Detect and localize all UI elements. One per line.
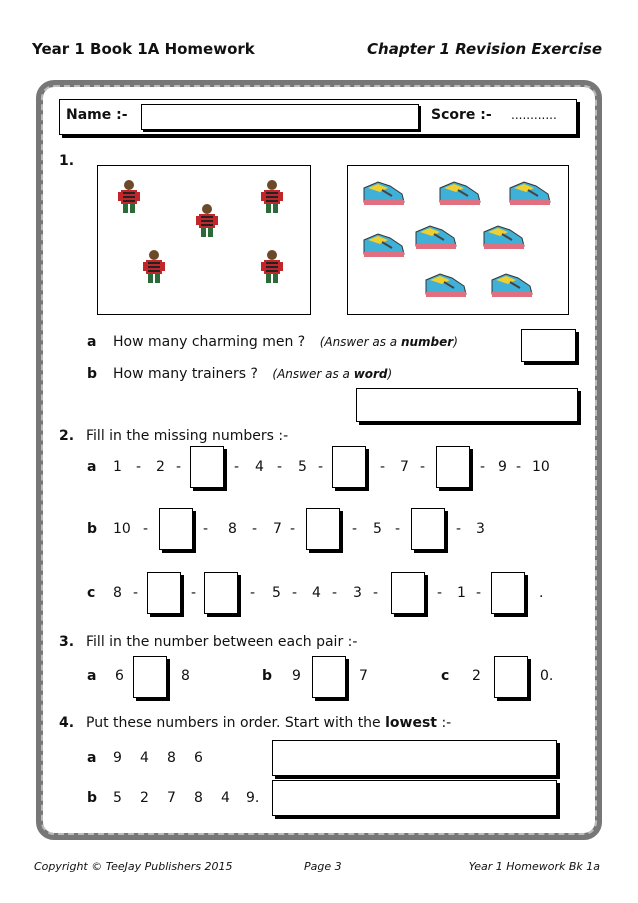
seq-number: 3	[353, 585, 362, 601]
q4b-answer-box[interactable]	[272, 780, 557, 816]
seq-number: 1	[457, 585, 466, 601]
q2a-blank-1[interactable]	[190, 446, 224, 488]
seq-dash: -	[143, 521, 149, 537]
book-title: Year 1 Book 1A Homework	[32, 40, 255, 58]
seq-number: 7	[400, 459, 409, 475]
q2-number: 2.	[59, 428, 75, 444]
score-field[interactable]: ............	[511, 108, 557, 122]
seq-dash: -	[456, 521, 462, 537]
pair-number: 7	[359, 668, 368, 684]
page-number: Page 3	[304, 860, 342, 873]
q1a-question: How many charming men ?	[113, 334, 306, 350]
footer-book-ref: Year 1 Homework Bk 1a	[468, 860, 600, 873]
q4-text-post: :-	[437, 715, 452, 731]
q2b-blank-1[interactable]	[159, 508, 193, 550]
q1b-letter: b	[87, 366, 98, 382]
q3c-letter: c	[441, 668, 450, 684]
q1b-text	[113, 366, 392, 382]
q2c-blank-3[interactable]	[391, 572, 425, 614]
seq-number: 2	[156, 459, 165, 475]
trainer-shoe	[364, 234, 404, 257]
hint-bold: word	[353, 367, 388, 381]
charming-men-image	[98, 166, 310, 314]
trainer-shoe	[440, 182, 480, 205]
seq-dash: -	[480, 459, 486, 475]
seq-dash: -	[203, 521, 209, 537]
q3-text: Fill in the number between each pair :-	[86, 634, 358, 650]
man-figure	[261, 180, 283, 213]
name-label: Name :-	[66, 107, 128, 123]
trainer-shoe	[484, 226, 524, 249]
order-number: 4	[140, 750, 149, 766]
seq-dash: -	[437, 585, 443, 601]
seq-dash: -	[395, 521, 401, 537]
seq-dash: -	[318, 459, 324, 475]
q2-text: Fill in the missing numbers :-	[86, 428, 289, 444]
seq-number: 1	[113, 459, 122, 475]
order-number: 9	[113, 750, 122, 766]
q1b-answer-box[interactable]	[356, 388, 578, 422]
pair-number: 6	[115, 668, 124, 684]
trainers-picture	[347, 165, 569, 315]
seq-number: 7	[273, 521, 282, 537]
q2c-blank-1[interactable]	[147, 572, 181, 614]
q2b-blank-3[interactable]	[411, 508, 445, 550]
seq-number: 10	[532, 459, 550, 475]
q4-text-bold: lowest	[385, 715, 437, 731]
q1a-hint	[320, 335, 458, 349]
order-number: 9.	[246, 790, 260, 806]
q3b-letter: b	[262, 668, 273, 684]
seq-dash: -	[191, 585, 197, 601]
q2a-blank-2[interactable]	[332, 446, 366, 488]
q4a-letter: a	[87, 750, 97, 766]
hint-pre: (Answer as a	[272, 367, 354, 381]
seq-dash: -	[373, 585, 379, 601]
man-figure	[261, 250, 283, 283]
seq-dash: -	[516, 459, 522, 475]
seq-number: 10	[113, 521, 131, 537]
pair-number: 0.	[540, 668, 554, 684]
pair-number: 8	[181, 668, 190, 684]
seq-dash: -	[332, 585, 338, 601]
q2c-letter: c	[87, 585, 96, 601]
q3a-blank[interactable]	[133, 656, 167, 698]
trainers-image	[348, 166, 568, 314]
seq-dash: -	[252, 521, 258, 537]
seq-number: 4	[312, 585, 321, 601]
hint-post: )	[453, 335, 458, 349]
copyright-text: Copyright © TeeJay Publishers 2015	[34, 860, 233, 873]
q2b-blank-2[interactable]	[306, 508, 340, 550]
seq-dash: -	[476, 585, 482, 601]
score-label: Score :-	[431, 107, 492, 123]
order-number: 8	[194, 790, 203, 806]
q4-text	[86, 715, 451, 731]
seq-dash: -	[250, 585, 256, 601]
seq-dash: -	[352, 521, 358, 537]
seq-number: 4	[255, 459, 264, 475]
seq-number: 3	[476, 521, 485, 537]
seq-number: 8	[113, 585, 122, 601]
seq-number: 5	[272, 585, 281, 601]
seq-dash: -	[234, 459, 240, 475]
order-number: 4	[221, 790, 230, 806]
order-number: 6	[194, 750, 203, 766]
q2c-blank-2[interactable]	[204, 572, 238, 614]
pair-number: 2	[472, 668, 481, 684]
seq-dash: -	[133, 585, 139, 601]
trainer-shoe	[492, 274, 532, 297]
hint-pre: (Answer as a	[319, 335, 401, 349]
seq-dash: -	[380, 459, 386, 475]
q1a-letter: a	[87, 334, 97, 350]
order-number: 2	[140, 790, 149, 806]
seq-dash: -	[277, 459, 283, 475]
q4a-answer-box[interactable]	[272, 740, 557, 776]
trainer-shoe	[364, 182, 404, 205]
seq-number: 9	[498, 459, 507, 475]
q4-number: 4.	[59, 715, 75, 731]
name-field[interactable]	[141, 104, 419, 130]
order-number: 7	[167, 790, 176, 806]
chapter-title: Chapter 1 Revision Exercise	[367, 40, 602, 58]
seq-dash: -	[290, 521, 296, 537]
q1b-question: How many trainers ?	[113, 366, 258, 382]
trainer-shoe	[426, 274, 466, 297]
q2c-blank-4[interactable]	[491, 572, 525, 614]
q3c-blank[interactable]	[494, 656, 528, 698]
seq-number: 5	[298, 459, 307, 475]
seq-number: 8	[228, 521, 237, 537]
seq-dash: -	[136, 459, 142, 475]
q4-text-pre: Put these numbers in order. Start with the	[86, 715, 386, 731]
seq-dash: -	[176, 459, 182, 475]
q1-number: 1.	[59, 153, 75, 169]
q4b-letter: b	[87, 790, 98, 806]
q2a-blank-3[interactable]	[436, 446, 470, 488]
trainer-shoe	[510, 182, 550, 205]
q1a-answer-box[interactable]	[521, 329, 576, 362]
q1a-text	[113, 334, 458, 350]
man-figure	[143, 250, 165, 283]
man-figure	[118, 180, 140, 213]
q2a-letter: a	[87, 459, 97, 475]
pair-number: 9	[292, 668, 301, 684]
q1b-hint	[272, 367, 392, 381]
q3b-blank[interactable]	[312, 656, 346, 698]
man-figure	[196, 204, 218, 237]
order-number: 8	[167, 750, 176, 766]
order-number: 5	[113, 790, 122, 806]
seq-end: .	[539, 585, 544, 601]
q3-number: 3.	[59, 634, 75, 650]
q2b-letter: b	[87, 521, 98, 537]
seq-number: 5	[373, 521, 382, 537]
trainer-shoe	[416, 226, 456, 249]
hint-bold: number	[400, 335, 454, 349]
seq-dash: -	[292, 585, 298, 601]
men-picture	[97, 165, 311, 315]
seq-dash: -	[420, 459, 426, 475]
q3a-letter: a	[87, 668, 97, 684]
hint-post: )	[387, 367, 393, 381]
